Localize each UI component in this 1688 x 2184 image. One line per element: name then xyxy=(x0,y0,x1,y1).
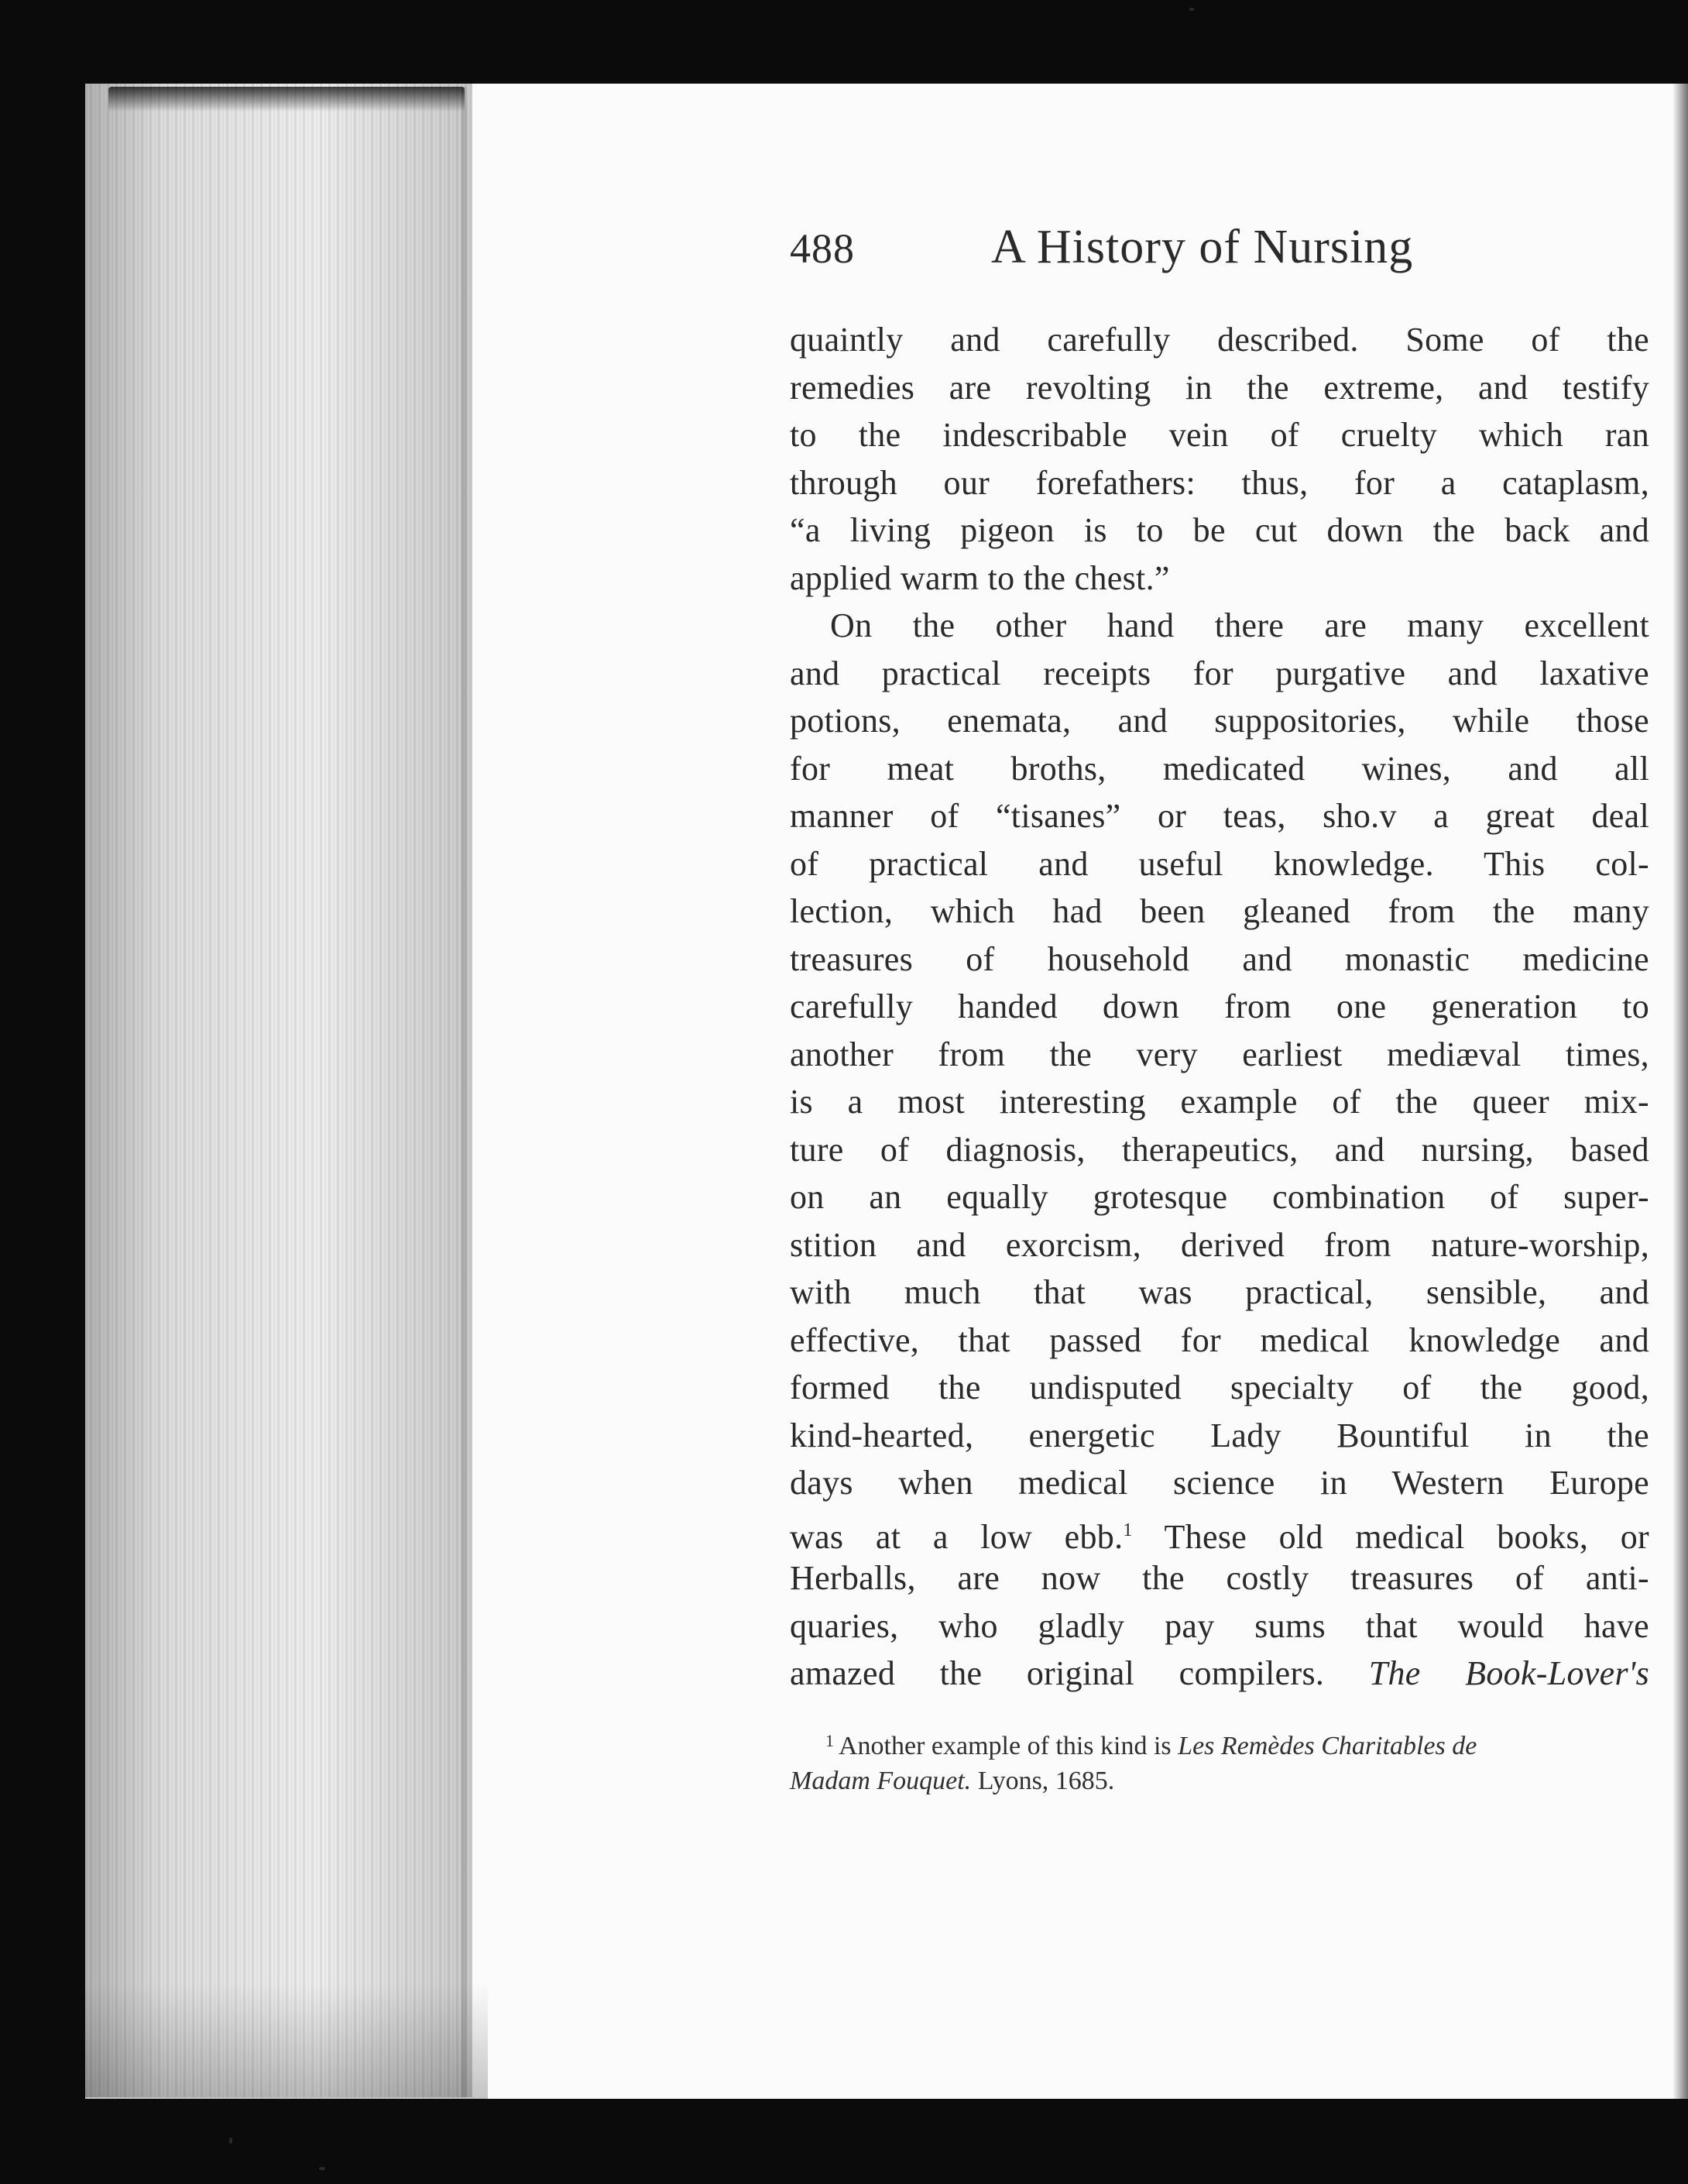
footnote-mark: 1 xyxy=(825,1730,834,1750)
page-number: 488 xyxy=(790,225,855,272)
page-top-shadow xyxy=(108,87,465,112)
text-line xyxy=(790,1507,1649,1555)
text-line: effective, that passed for medical knowledge and xyxy=(790,1320,1649,1359)
text-segment: Lyons, 1685. xyxy=(971,1766,1115,1795)
text-line: lection, which had been gleaned from the many xyxy=(790,892,1649,930)
text-line: of practical and useful knowledge. This col- xyxy=(790,844,1649,883)
footnote xyxy=(790,1721,1649,1801)
italic-title: Madam Fouquet. xyxy=(790,1766,972,1795)
footnote-line xyxy=(790,1761,1649,1801)
page-fore-edge xyxy=(85,84,472,2097)
text-line: with much that was practical, sensible, and xyxy=(790,1273,1649,1311)
running-head xyxy=(790,221,1649,294)
text-line: applied warm to the chest.” xyxy=(790,558,1170,597)
italic-title: Les Remèdes Charitables de xyxy=(1178,1731,1477,1760)
page-right-shadow xyxy=(1673,84,1688,2099)
text-line: through our forefathers: thus, for a cataplasm, xyxy=(790,463,1649,502)
text-line: ture of diagnosis, therapeutics, and nursing, based xyxy=(790,1130,1649,1169)
text-segment: amazed the original compilers. xyxy=(790,1654,1325,1692)
text-line: “a living pigeon is to be cut down the back and xyxy=(790,511,1649,549)
text-line: potions, enemata, and suppositories, while those xyxy=(790,702,1649,740)
text-line: treasures of household and monastic medicine xyxy=(790,939,1649,978)
footnote-line xyxy=(790,1721,1649,1761)
text-line: days when medical science in Western Europe xyxy=(790,1464,1649,1502)
text-line: carefully handed down from one generation to xyxy=(790,987,1649,1025)
text-line: to the indescribable vein of cruelty which ran xyxy=(790,416,1649,454)
text-line: quaintly and carefully described. Some of the xyxy=(790,321,1649,359)
scan-speck xyxy=(319,2167,325,2170)
text-line: Herballs, are now the costly treasures of anti- xyxy=(790,1559,1649,1597)
scan-speck xyxy=(1189,8,1194,11)
text-line xyxy=(790,1650,1649,1698)
text-line: is a most interesting example of the queer mix- xyxy=(790,1083,1649,1121)
text-line: quaries, who gladly pay sums that would have xyxy=(790,1606,1649,1645)
text-line: remedies are revolting in the extreme, and testify xyxy=(790,368,1649,407)
text-line: and practical receipts for purgative and laxative xyxy=(790,654,1649,692)
running-title: A History of Nursing xyxy=(991,221,1414,273)
text-segment: These old medical books, or xyxy=(1132,1517,1649,1556)
body-text xyxy=(790,316,1649,1698)
page-gutter xyxy=(461,87,468,2097)
italic-title: The Book-Lover's xyxy=(1368,1654,1649,1692)
scan-speck xyxy=(229,2138,232,2144)
text-line: stition and exorcism, derived from nature-worship, xyxy=(790,1225,1649,1264)
text-line: formed the undisputed specialty of the good, xyxy=(790,1368,1649,1406)
page-text xyxy=(790,221,1649,1801)
text-segment: was at a low ebb. xyxy=(790,1517,1124,1556)
text-line: for meat broths, medicated wines, and all xyxy=(790,749,1649,788)
text-line: On the other hand there are many excellent xyxy=(830,606,1649,644)
text-line: another from the very earliest mediæval times, xyxy=(790,1035,1649,1073)
footnote-reference: 1 xyxy=(1123,1520,1133,1540)
text-segment: Another example of this kind is xyxy=(839,1731,1179,1760)
page-bottom-shadow xyxy=(85,1983,488,2099)
text-line: on an equally grotesque combination of super- xyxy=(790,1178,1649,1216)
text-line: manner of “tisanes” or teas, sho.v a great deal xyxy=(790,797,1649,835)
text-line: kind-hearted, energetic Lady Bountiful in the xyxy=(790,1416,1649,1454)
